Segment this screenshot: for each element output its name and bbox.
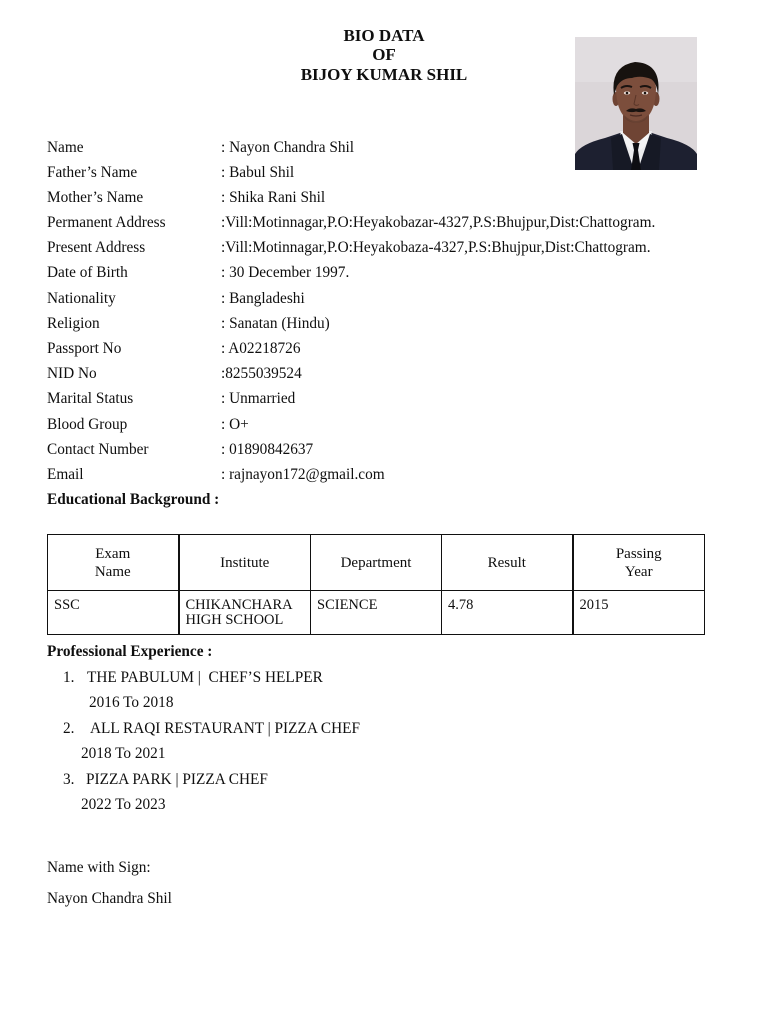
signature-label: Name with Sign:	[47, 859, 151, 877]
field-label: Mother’s Name	[47, 188, 144, 206]
field-label: NID No	[47, 365, 97, 383]
field-value: : A02218726	[221, 340, 301, 357]
item-period: 2022 To 2023	[81, 796, 166, 814]
field-value: : O+	[221, 415, 249, 433]
field-value: :8255039524	[221, 365, 302, 383]
field-nid-no	[47, 361, 727, 386]
field-value: : Babul Shil	[221, 163, 295, 181]
professional-experience	[47, 639, 727, 819]
title-line-person-name: BIJOY KUMAR SHIL	[300, 64, 468, 84]
field-permanent-address	[47, 210, 727, 235]
field-label: Date of Birth	[47, 264, 128, 282]
item-period: 2018 To 2021	[81, 745, 166, 763]
field-value: : 01890842637	[221, 440, 314, 458]
field-label: Passport No	[47, 340, 122, 357]
cell-result: 4.78	[442, 591, 573, 635]
field-label: Father’s Name	[47, 163, 138, 181]
field-passport-no	[47, 336, 727, 361]
field-label: Name	[47, 138, 84, 156]
header-line: Passing	[615, 545, 662, 562]
item-title: PIZZA PARK | PIZZA CHEF	[86, 770, 268, 788]
field-value: :Vill:Motinnagar,P.O:Heyakobaza-4327,P.S:Bhujpur,Dist:Chattogram.	[221, 239, 651, 257]
item-period: 2016 To 2018	[89, 694, 174, 712]
field-nationality	[47, 286, 727, 311]
field-value: : Bangladeshi	[221, 289, 305, 307]
field-label: Permanent Address	[47, 214, 166, 232]
table-row	[48, 591, 705, 635]
field-value: : Unmarried	[221, 390, 296, 408]
signature-name: Nayon Chandra Shil	[47, 890, 172, 908]
field-fathers-name	[47, 160, 727, 185]
field-label: Marital Status	[47, 390, 134, 408]
header-line: Result	[487, 554, 526, 571]
education-table	[47, 534, 705, 635]
pupil-right	[644, 92, 647, 95]
field-present-address	[47, 235, 727, 260]
field-blood-group	[47, 412, 727, 437]
cell-passing-year: 2015	[573, 591, 705, 635]
field-label: Present Address	[47, 239, 146, 257]
field-name	[47, 135, 727, 160]
header-line: Year	[624, 563, 653, 580]
field-contact-number	[47, 437, 727, 462]
pupil-left	[626, 92, 629, 95]
field-mothers-name	[47, 185, 727, 210]
field-value: : Shika Rani Shil	[221, 188, 326, 206]
field-value: : Sanatan (Hindu)	[221, 314, 330, 332]
cell-department: SCIENCE	[311, 591, 442, 635]
header-result	[442, 535, 573, 591]
item-number: 2.	[63, 719, 75, 737]
field-value: : Nayon Chandra Shil	[221, 138, 354, 156]
field-email	[47, 462, 727, 487]
title-line-bio-data: BIO DATA	[343, 25, 425, 45]
header-line: Institute	[220, 554, 270, 571]
header-institute	[179, 535, 311, 591]
header-line: Department	[340, 554, 412, 571]
personal-details	[47, 135, 727, 488]
field-label: Email	[47, 465, 84, 483]
cell-institute: CHIKANCHARA HIGH SCHOOL	[179, 591, 311, 635]
field-label: Religion	[47, 314, 100, 332]
field-religion	[47, 311, 727, 336]
header-passing-year	[573, 535, 705, 591]
field-label: Blood Group	[47, 415, 128, 433]
header-department	[311, 535, 442, 591]
professional-experience-heading: Professional Experience :	[47, 643, 213, 661]
item-number: 1.	[63, 668, 75, 686]
table-header-row	[48, 535, 705, 591]
item-number: 3.	[63, 770, 75, 788]
header-line: Exam	[95, 545, 131, 562]
title-line-of: OF	[372, 45, 396, 64]
field-date-of-birth	[47, 260, 727, 285]
field-value: : rajnayon172@gmail.com	[221, 465, 385, 483]
header-exam-name	[48, 535, 179, 591]
header-line: Name	[94, 563, 131, 580]
educational-background-heading: Educational Background :	[47, 491, 220, 509]
field-value: :Vill:Motinnagar,P.O:Heyakobazar-4327,P.S:Bhujpur,Dist:Chattogram.	[221, 214, 656, 232]
field-marital-status	[47, 386, 727, 411]
item-title: THE PABULUM | CHEF’S HELPER	[87, 668, 323, 686]
field-value: : 30 December 1997.	[221, 264, 350, 282]
field-label: Contact Number	[47, 440, 149, 458]
cell-exam-name: SSC	[48, 591, 179, 635]
item-title: ALL RAQI RESTAURANT | PIZZA CHEF	[90, 719, 360, 737]
field-label: Nationality	[47, 289, 116, 307]
